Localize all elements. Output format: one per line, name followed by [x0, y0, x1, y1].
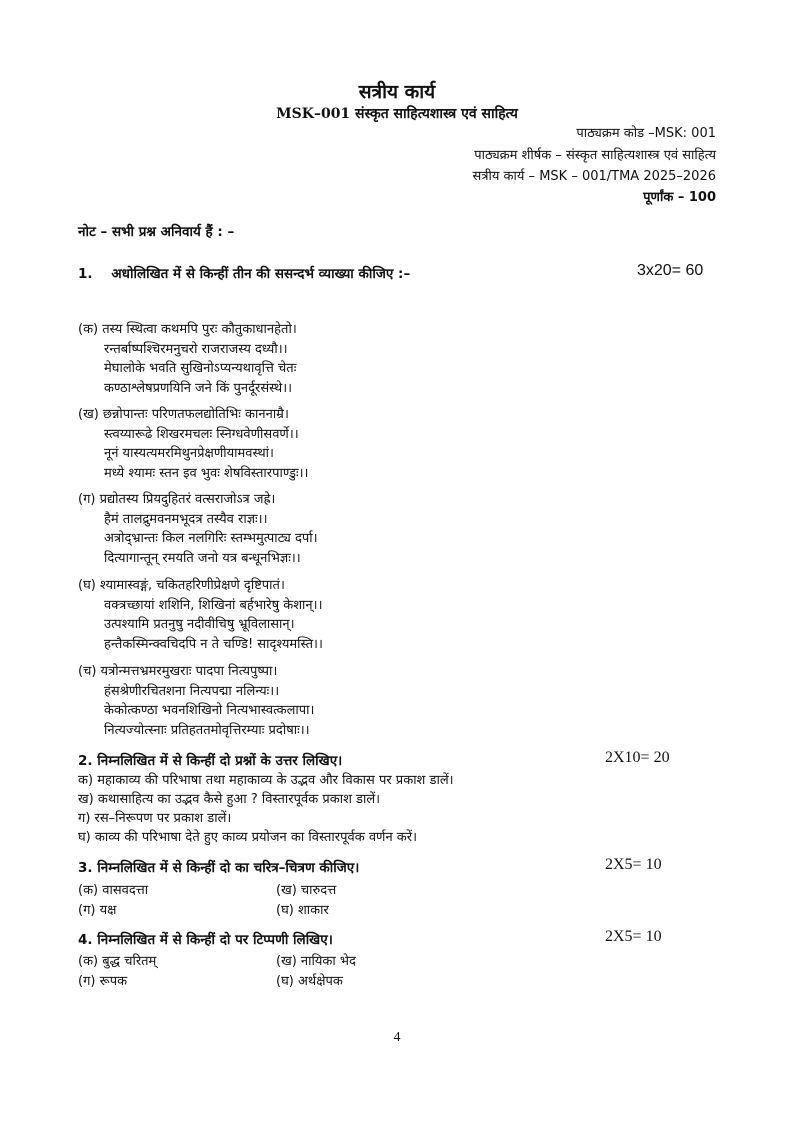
- verse-line: (घ) श्यामास्वङ्गं, चकितहरिणीप्रेक्षणे दृष्टिपातं।: [78, 578, 285, 593]
- question-4-option: (घ) अर्थक्षेपक: [276, 974, 343, 989]
- question-2-heading: 2. निम्नलिखित में से किन्हीं दो प्रश्नों के उत्तर लिखिए।: [78, 753, 343, 769]
- question-4-marks: 2X5= 10: [605, 928, 662, 945]
- verse-line: कण्ठाश्लेषप्रणयिनि जने किं पुनर्दूरसंस्थे।।: [104, 380, 293, 396]
- verse-line: वक्त्रच्छायां शशिनि, शिखिनां बर्हभारेषु केशान्।।: [104, 597, 323, 613]
- verse-line: मेघालोके भवति सुखिनोऽप्यन्यथावृत्ति चेतः: [104, 361, 297, 376]
- verse-line: नित्यज्योत्स्नाः प्रतिहततमोवृत्तिरम्याः प्रदोषाः।।: [104, 722, 310, 738]
- question-2-marks: 2X10= 20: [605, 749, 670, 766]
- question-1-heading: [78, 264, 410, 282]
- verse-line: केकोत्कण्ठा भवनशिखिनो नित्यभास्वत्कलापा।: [104, 703, 315, 718]
- verse-line: स्त्वय्यारूढे शिखरमचलः स्निग्धवेणीसवर्णे।।: [104, 426, 299, 442]
- course-code: पाठ्यक्रम कोड –MSK: 001: [576, 126, 716, 141]
- page-number: 4: [393, 1030, 401, 1045]
- verse-line: हैमं तालद्रुमवनमभूदत्र तस्यैव राज्ञः।।: [104, 511, 268, 527]
- question-3-option: (ख) चारुदत्त: [276, 883, 337, 898]
- question-4-option: (ख) नायिका भेद: [276, 954, 356, 969]
- verse-line: हंसश्रेणीरचितशना नित्यपद्मा नलिन्यः।।: [104, 683, 280, 699]
- question-3-option: (घ) शाकार: [276, 903, 329, 918]
- verse-line: (क) तस्य स्थित्वा कथमपि पुरः कौतुकाधानहेतो।: [78, 322, 297, 337]
- question-3-option: (ग) यक्ष: [78, 903, 117, 918]
- question-4-heading: 4. निम्नलिखित में से किन्हीं दो पर टिप्पणी लिखिए।: [78, 932, 333, 948]
- course-subtitle: MSK–001 संस्कृत साहित्यशास्त्र एवं साहित्य: [276, 106, 518, 122]
- verse-line: मध्ये श्यामः स्तन इव भुवः शेषविस्तारपाण्डुः।।: [104, 465, 309, 481]
- question-4-option: (ग) रूपक: [78, 974, 128, 989]
- course-title: पाठ्यक्रम शीर्षक – संस्कृत साहित्यशास्त्र एवं साहित्य: [474, 148, 716, 163]
- list-item: ग) रस–निरूपण पर प्रकाश डालें।: [78, 811, 232, 826]
- page-title: सत्रीय कार्य: [358, 81, 436, 103]
- verse-ka: [78, 320, 297, 398]
- verse-line: दित्यागान्तून् रमयति जनो यत्र बन्धूनभिज्ञः।।: [104, 550, 301, 566]
- list-item: घ) काव्य की परिभाषा देते हुए काव्य प्रयोजन का विस्तारपूर्वक वर्णन करें।: [78, 830, 418, 845]
- verse-ga: [78, 490, 318, 568]
- question-1-text: अधोलिखित में से किन्हीं तीन की ससन्दर्भ व्याख्या कीजिए :–: [111, 266, 411, 282]
- instructions-note: नोट – सभी प्रश्न अनिवार्य हैं : –: [78, 224, 235, 240]
- question-3-heading: 3. निम्नलिखित में से किन्हीं दो का चरित्र–चित्रण कीजिए।: [78, 860, 360, 876]
- list-item: ख) कथासाहित्य का उद्भव कैसे हुआ ? विस्तारपूर्वक प्रकाश डालें।: [78, 792, 381, 807]
- verse-line: अत्रोद्भ्रान्तः किल नलगिरिः स्तम्भमुत्पाट्य दर्पा।: [104, 531, 318, 546]
- verse-line: (च) यत्रोन्मत्तभ्रमरमुखराः पादपा नित्यपुष्पा।: [78, 664, 278, 679]
- verse-line: (ग) प्रद्योतस्य प्रियदुहितरं वत्सराजोऽत्र जह्रे।: [78, 492, 276, 507]
- assignment-code: सत्रीय कार्य – MSK – 001/TMA 2025–2026: [472, 169, 716, 184]
- verse-cha: [78, 662, 314, 740]
- list-item: क) महाकाव्य की परिभाषा तथा महाकाव्य के उद्भव और विकास पर प्रकाश डालें।: [78, 773, 454, 788]
- verse-line: हन्तैकस्मिन्क्वचिदपि न ते चण्डि! सादृश्यमस्ति।।: [104, 636, 323, 652]
- question-4-option: (क) बुद्ध चरितम्: [78, 954, 157, 969]
- question-1-number: 1.: [78, 266, 93, 282]
- verse-line: रन्तर्बाष्पश्चिरमनुचरो राजराजस्य दध्यौ।।: [104, 341, 288, 357]
- question-3-option: (क) वासवदत्ता: [78, 883, 149, 898]
- question-1-marks: 3x20= 60: [637, 262, 704, 279]
- question-3-marks: 2X5= 10: [605, 856, 662, 873]
- verse-line: नूनं यास्यत्यमरमिथुनप्रेक्षणीयामवस्थां।: [104, 446, 274, 461]
- verse-line: (ख) छन्नोपान्तः परिणतफलद्योतिभिः काननाम्रै।: [78, 407, 289, 422]
- verse-kha: [78, 405, 308, 483]
- verse-line: उत्पश्यामि प्रतनुषु नदीवीचिषु भ्रूविलासान्।: [104, 617, 295, 632]
- verse-gha: [78, 576, 323, 654]
- question-2-items: [78, 771, 454, 847]
- max-marks: पूर्णांक – 100: [643, 190, 716, 205]
